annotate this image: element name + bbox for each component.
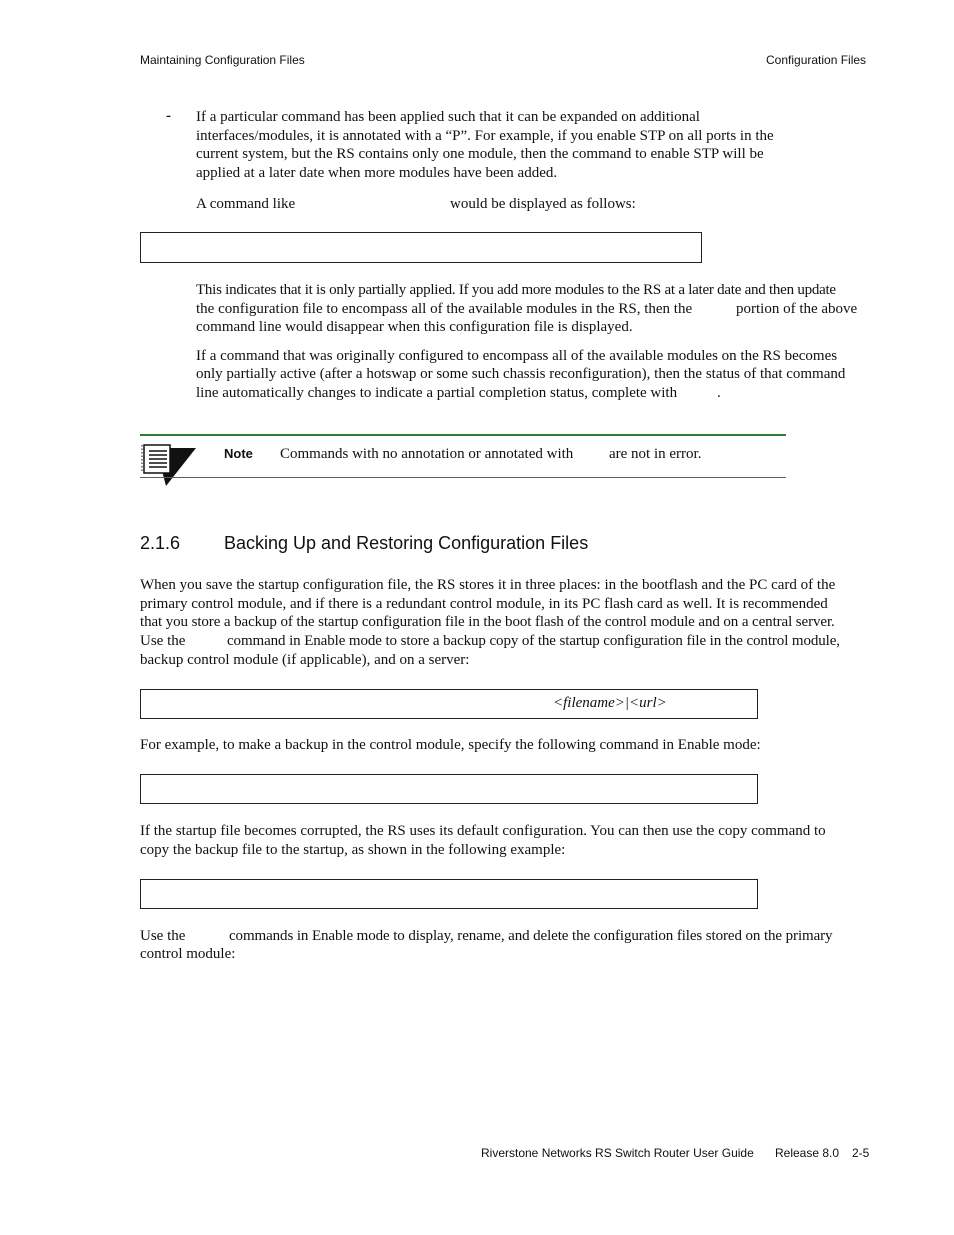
partial-para-line3: command line would disappear when this configuration file is displayed. <box>196 319 633 335</box>
hotswap-para-line3a: line automatically changes to indicate a partial completion status, complete with <box>196 385 678 401</box>
section-number: 2.1.6 <box>140 533 181 553</box>
bullet-text: If a particular command has been applied such that it can be expanded on additional interfaces/modules, it is annotated with a “P”. For example, if you enable STP on all ports in the current system, but the RS contains only one module, then the command to enable STP will be applied at a later date when more modules have been added. <box>196 109 774 181</box>
backup-para-line4b: command in Enable mode to store a backup copy of the startup configuration file in the control module, <box>227 633 840 649</box>
note-icon <box>140 442 198 488</box>
note-bottom-rule <box>140 477 786 478</box>
restore-command-box <box>140 879 758 909</box>
backup-para-line1: When you save the startup configuration file, the RS stores it in three places: in the bootflash and the PC card of the <box>140 577 836 593</box>
backup-para-line5: backup control module (if applicable), and on a server: <box>140 652 470 668</box>
corrupt-para-line1: If the startup file becomes corrupted, the RS uses its default configuration. You can then use the copy command to <box>140 823 826 839</box>
bullet-marker: - <box>166 108 171 124</box>
hotswap-para-line2: only partially active (after a hotswap or some such chassis reconfiguration), then the status of that command <box>196 366 846 382</box>
example-para: For example, to make a backup in the control module, specify the following command in Enable mode: <box>140 737 761 753</box>
syntax-filename-url: <filename>|<url> <box>553 695 667 711</box>
partial-para-line2b: portion of the above <box>736 301 858 317</box>
command-example-box <box>140 232 702 263</box>
note-top-rule <box>140 434 786 436</box>
backup-para-line4a: Use the <box>140 633 186 649</box>
note-label: Note <box>224 446 253 461</box>
command-like-after: would be displayed as follows: <box>450 196 636 212</box>
hotswap-para-line3b: . <box>717 385 721 401</box>
footer-page-number: 2-5 <box>852 1146 870 1160</box>
backup-command-box <box>140 774 758 804</box>
running-header-left: Maintaining Configuration Files <box>140 53 305 67</box>
usethe-para-line1b: commands in Enable mode to display, rename, and delete the configuration files stored on the primary <box>229 928 833 944</box>
usethe-para-line2: control module: <box>140 946 236 962</box>
usethe-para-line1a: Use the <box>140 928 186 944</box>
syntax-box <box>140 689 758 719</box>
section-title: Backing Up and Restoring Configuration Files <box>224 533 589 553</box>
corrupt-para-line2: copy the backup file to the startup, as shown in the following example: <box>140 842 566 858</box>
backup-para-line2: primary control module, and if there is a redundant control module, in its PC flash card as well. It is recommended <box>140 596 828 612</box>
note-text-before: Commands with no annotation or annotated with <box>280 446 574 462</box>
command-like-before: A command like <box>196 196 296 212</box>
backup-para-line3: that you store a backup of the startup configuration file in the boot flash of the control module and on a central server. <box>140 614 835 630</box>
footer-title: Riverstone Networks RS Switch Router User Guide <box>481 1146 754 1160</box>
partial-para-line2a: the configuration file to encompass all of the available modules in the RS, then the <box>196 301 693 317</box>
running-header-right: Configuration Files <box>766 53 867 67</box>
partial-para-line1: This indicates that it is only partially applied. If you add more modules to the RS at a later date and then update <box>196 282 836 298</box>
note-text-after: are not in error. <box>609 446 702 462</box>
footer-release: Release 8.0 <box>775 1146 840 1160</box>
hotswap-para-line1: If a command that was originally configured to encompass all of the available modules on the RS becomes <box>196 348 838 364</box>
